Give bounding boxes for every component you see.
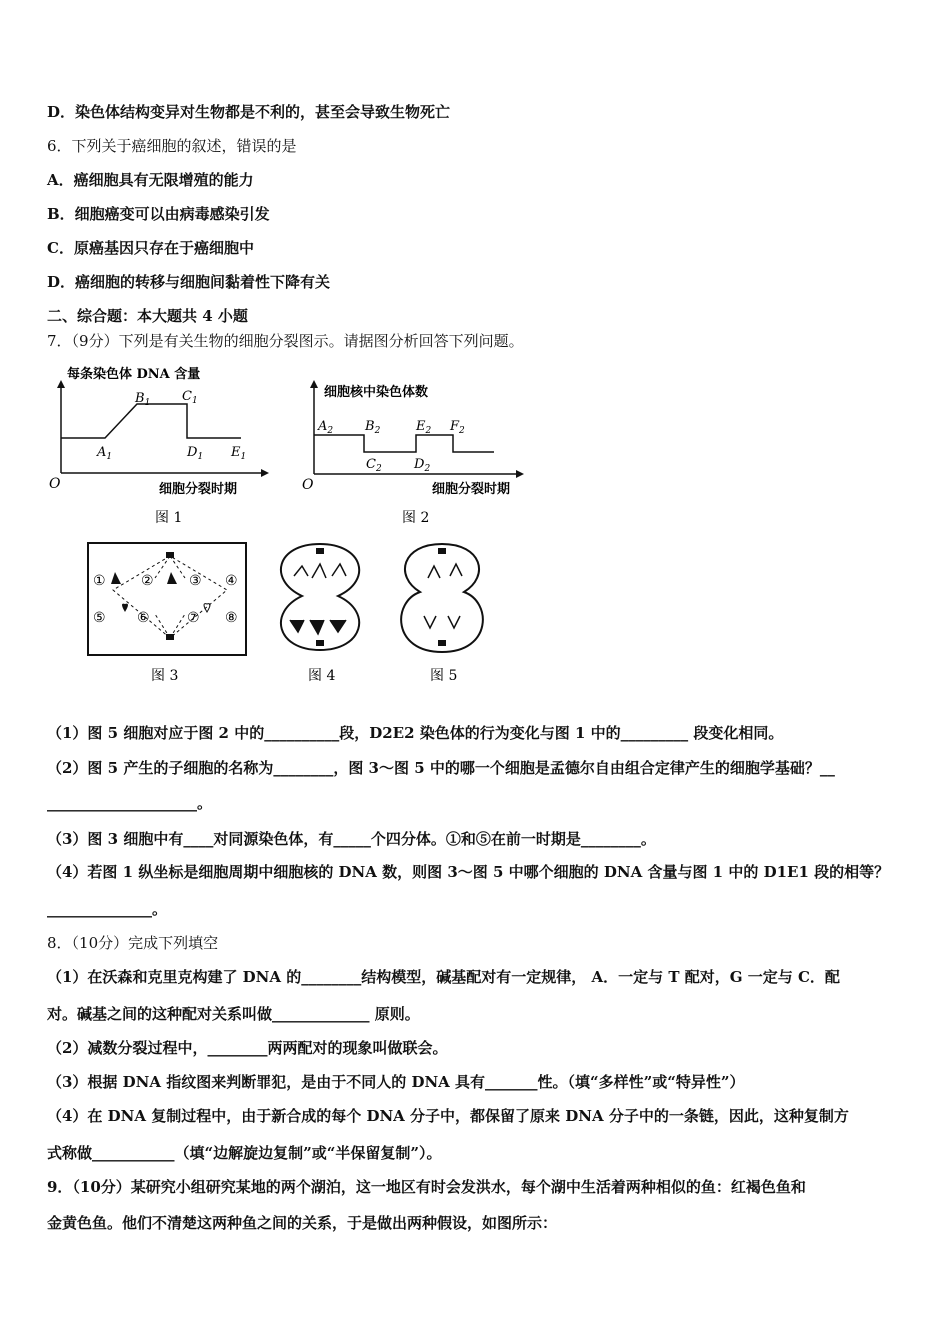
svg-text:D1 bbox=[186, 445, 203, 462]
fig3-label-7: ⑦ bbox=[187, 610, 200, 626]
fig4-caption: 图 4 bbox=[308, 668, 336, 684]
fig2-point-b: B bbox=[365, 419, 375, 434]
fig2-point-a: A bbox=[318, 419, 328, 434]
fig1-y-arrow bbox=[57, 380, 65, 388]
q8-stem: 8．（10分）完成下列填空 bbox=[47, 934, 219, 952]
fig2-point-e: E bbox=[416, 419, 426, 434]
fig2-ylabel: 细胞核中染色体数 bbox=[324, 385, 429, 400]
fig4-cell-outline bbox=[281, 544, 359, 650]
fig5-cell-outline bbox=[401, 544, 483, 652]
fig1-point-a-sub: 1 bbox=[106, 452, 113, 462]
fig3-caption: 图 3 bbox=[151, 668, 179, 684]
q8-sub2: （2）减数分裂过程中，________两两配对的现象叫做联会。 bbox=[47, 1039, 448, 1057]
q7-sub1: （1）图 5 细胞对应于图 2 中的__________段，D2E2 染色体的行为变化与图 1 中的_________ 段变化相同。 bbox=[47, 724, 784, 742]
figure-5 bbox=[388, 540, 498, 685]
fig5-centriole-top bbox=[438, 548, 446, 554]
q9-stem-line1: 9．（10分）某研究小组研究某地的两个湖泊，这一地区有时会发洪水，每个湖中生活着两种相似的鱼：红褐色鱼和 bbox=[47, 1178, 806, 1196]
figure-2 bbox=[298, 376, 538, 530]
fig2-point-d: D bbox=[414, 457, 425, 472]
fig1-caption: 图 1 bbox=[155, 510, 183, 526]
fig1-point-d-sub: 1 bbox=[197, 452, 204, 462]
q8-sub1-line1: （1）在沃森和克里克构建了 DNA 的________结构模型，碱基配对有一定规律， A．一定与 T 配对，G 一定与 C．配 bbox=[47, 968, 840, 986]
q7-sub3: （3）图 3 细胞中有____对同源染色体，有_____个四分体。①和⑤在前一时期是________。 bbox=[47, 830, 656, 848]
fig3-label-2: ② bbox=[141, 573, 154, 589]
fig3-label-6: ⑥ bbox=[137, 610, 150, 626]
q8-sub4-line1: （4）在 DNA 复制过程中，由于新合成的每个 DNA 分子中，都保留了原来 DNA 分子中的一条链，因此，这种复制方 bbox=[47, 1107, 849, 1125]
fig2-caption: 图 2 bbox=[402, 510, 430, 526]
fig2-x-arrow bbox=[516, 470, 524, 478]
q6-stem: 6．下列关于癌细胞的叙述，错误的是 bbox=[47, 137, 297, 155]
section-heading: 二、综合题：本大题共 4 小题 bbox=[47, 307, 248, 325]
fig1-origin: O bbox=[49, 476, 61, 492]
fig3-chromosome-5 bbox=[122, 604, 128, 612]
fig1-point-c: C bbox=[182, 389, 192, 404]
q7-sub2-line1: （2）图 5 产生的子细胞的名称为________，图 3～图 5 中的哪一个细胞是孟德尔自由组合定律产生的细胞学基础？__ bbox=[47, 759, 835, 777]
fig2-xlabel: 细胞分裂时期 bbox=[432, 482, 511, 497]
svg-text:D2 bbox=[413, 457, 430, 474]
fig4-chromosomes-top bbox=[294, 564, 346, 578]
figure-1 bbox=[45, 360, 285, 530]
fig2-origin: O bbox=[302, 477, 314, 493]
fig3-chromosome-3 bbox=[167, 572, 177, 584]
figure-4 bbox=[268, 540, 378, 685]
svg-text:C2 bbox=[366, 457, 382, 474]
fig2-point-d-sub: 2 bbox=[424, 464, 431, 474]
fig3-chromosome-1 bbox=[111, 572, 121, 584]
q9-stem-line2: 金黄色鱼。他们不清楚这两种鱼之间的关系，于是做出两种假设，如图所示： bbox=[47, 1214, 558, 1232]
fig1-curve bbox=[61, 404, 241, 438]
fig4-centriole-top bbox=[316, 548, 324, 554]
fig3-label-3: ③ bbox=[189, 573, 202, 589]
q6-option-a: A．癌细胞具有无限增殖的能力 bbox=[47, 171, 254, 189]
q7-sub2-line2: ____________________。 bbox=[47, 794, 213, 812]
fig2-point-a-sub: 2 bbox=[327, 426, 334, 436]
fig1-point-d: D bbox=[187, 445, 198, 460]
fig1-point-b-sub: 1 bbox=[144, 398, 151, 408]
fig1-point-c-sub: 1 bbox=[191, 396, 198, 406]
fig1-x-arrow bbox=[261, 469, 269, 477]
svg-text:C1 bbox=[182, 389, 198, 406]
svg-text:F2 bbox=[449, 419, 465, 436]
fig3-label-1: ① bbox=[93, 573, 106, 589]
fig2-curve bbox=[314, 435, 494, 452]
fig2-point-c-sub: 2 bbox=[375, 464, 382, 474]
q5-option-d: D．染色体结构变异对生物都是不利的，甚至会导致生物死亡 bbox=[47, 103, 451, 121]
fig1-point-a: A bbox=[97, 445, 107, 460]
fig1-point-e: E bbox=[231, 445, 241, 460]
q6-option-c: C．原癌基因只存在于癌细胞中 bbox=[47, 239, 254, 257]
fig2-y-arrow bbox=[310, 380, 318, 388]
svg-text:E2 bbox=[415, 419, 432, 436]
fig2-point-b-sub: 2 bbox=[374, 426, 381, 436]
q7-sub4-line2: ______________。 bbox=[47, 900, 168, 918]
fig3-spindle bbox=[113, 556, 227, 638]
fig2-point-f: F bbox=[450, 419, 460, 434]
fig4-centriole-bottom bbox=[316, 640, 324, 646]
fig5-caption: 图 5 bbox=[430, 668, 458, 684]
fig2-point-e-sub: 2 bbox=[425, 426, 432, 436]
fig1-ylabel: 每条染色体 DNA 含量 bbox=[67, 367, 201, 382]
svg-text:A1 bbox=[96, 445, 112, 462]
svg-text:B1 bbox=[134, 391, 150, 408]
figure-3 bbox=[85, 540, 251, 685]
q6-option-d: D．癌细胞的转移与细胞间黏着性下降有关 bbox=[47, 273, 331, 291]
fig5-chromosomes-top bbox=[428, 564, 462, 578]
svg-text:A2 bbox=[317, 419, 333, 436]
q8-sub4-line2: 式称做___________（填“边解旋边复制”或“半保留复制”）。 bbox=[47, 1144, 442, 1162]
fig3-label-8: ⑧ bbox=[225, 610, 238, 626]
svg-text:E1 bbox=[230, 445, 246, 462]
q7-sub4-line1: （4）若图 1 纵坐标是细胞周期中细胞核的 DNA 数，则图 3～图 5 中哪个细胞的 DNA 含量与图 1 中的 D1E1 段的相等？ bbox=[47, 863, 890, 881]
fig3-centriole-bottom bbox=[166, 634, 174, 640]
fig5-chromosomes-bottom bbox=[424, 616, 460, 628]
fig1-xlabel: 细胞分裂时期 bbox=[159, 482, 238, 497]
fig3-label-5: ⑤ bbox=[93, 610, 106, 626]
q6-option-b: B．细胞癌变可以由病毒感染引发 bbox=[47, 205, 270, 223]
q8-sub1-line2: 对。碱基之间的这种配对关系叫做_____________ 原则。 bbox=[47, 1005, 420, 1023]
fig3-centriole-top bbox=[166, 552, 174, 558]
q7-stem: 7．（9分）下列是有关生物的细胞分裂图示。请据图分析回答下列问题。 bbox=[47, 332, 524, 350]
fig5-centriole-bottom bbox=[438, 640, 446, 646]
fig4-chromosomes-bottom bbox=[290, 620, 346, 634]
fig2-point-c: C bbox=[366, 457, 376, 472]
q8-sub3: （3）根据 DNA 指纹图来判断罪犯，是由于不同人的 DNA 具有_______性。（填“多样性”或“特异性”） bbox=[47, 1073, 745, 1091]
fig1-point-b: B bbox=[135, 391, 145, 406]
svg-text:B2 bbox=[364, 419, 381, 436]
fig2-point-f-sub: 2 bbox=[459, 426, 465, 436]
fig1-point-e-sub: 1 bbox=[240, 452, 247, 462]
fig3-label-4: ④ bbox=[225, 573, 238, 589]
